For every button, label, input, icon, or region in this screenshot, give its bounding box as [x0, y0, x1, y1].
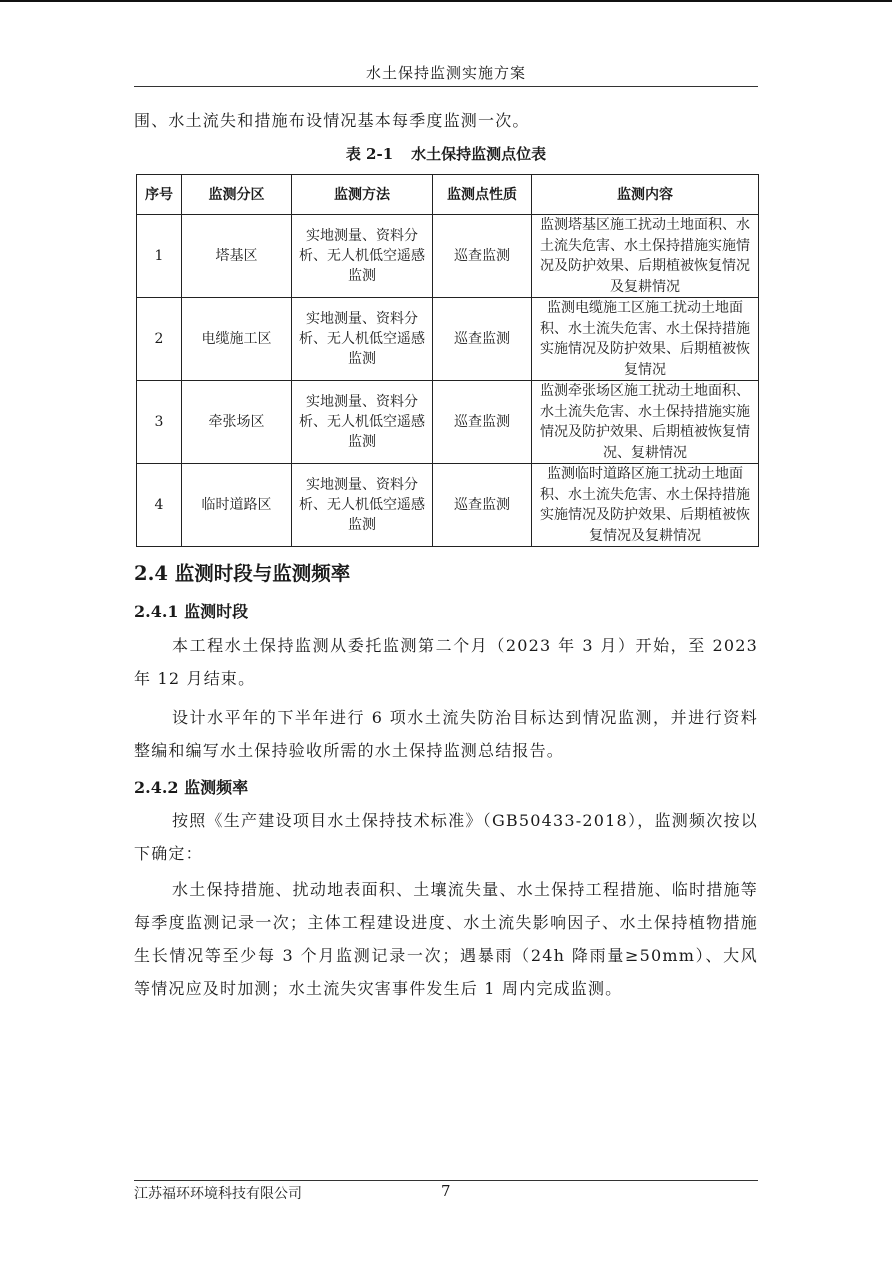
cell-zone: 电缆施工区 [182, 298, 292, 381]
cell-nature: 巡查监测 [433, 215, 532, 298]
cell-content: 监测电缆施工区施工扰动土地面积、水土流失危害、水土保持措施实施情况及防护效果、后期植被恢复情况 [532, 298, 759, 381]
cell-no: 3 [137, 381, 182, 464]
paragraph-period-2: 设计水平年的下半年进行 6 项水土流失防治目标达到情况监测，并进行资料整编和编写水土保持验收所需的水土保持监测总结报告。 [134, 708, 758, 760]
cell-method: 实地测量、资料分析、无人机低空遥感监测 [292, 381, 433, 464]
section-heading-2-4-2: 2.4.2 监测频率 [134, 778, 249, 797]
cell-nature: 巡查监测 [433, 464, 532, 547]
cell-no: 2 [137, 298, 182, 381]
cell-nature: 巡查监测 [433, 298, 532, 381]
table-row [137, 381, 759, 464]
cell-content: 监测塔基区施工扰动土地面积、水土流失危害、水土保持措施实施情况及防护效果、后期植被恢复情况及复耕情况 [532, 215, 759, 298]
section-heading-2-4: 2.4 监测时段与监测频率 [134, 562, 351, 585]
header-rule [134, 86, 758, 87]
footer-company: 江苏福环环境科技有限公司 [134, 1186, 302, 1202]
paragraph-frequency-2: 水土保持措施、扰动地表面积、土壤流失量、水土保持工程措施、临时措施等每季度监测记录一次；主体工程建设进度、水土流失影响因子、水土保持植物措施生长情况等至少每 3 个月监测记录一次；遇暴雨（24h 降雨量≥50mm）、大风等情况应及时加测；水土流失灾害事件发生后 1 周内完成监测。 [134, 880, 758, 998]
table-header-row [137, 175, 759, 215]
cell-zone: 临时道路区 [182, 464, 292, 547]
page-top-border [0, 0, 892, 2]
cell-content: 监测牵张场区施工扰动土地面积、水土流失危害、水土保持措施实施情况及防护效果、后期植被恢复情况、复耕情况 [532, 381, 759, 464]
column-header-nature: 监测点性质 [433, 175, 532, 215]
paragraph-frequency-1: 按照《生产建设项目水土保持技术标准》（GB50433-2018），监测频次按以下确定： [134, 811, 758, 863]
cell-method: 实地测量、资料分析、无人机低空遥感监测 [292, 298, 433, 381]
intro-line: 围、水土流失和措施布设情况基本每季度监测一次。 [134, 111, 530, 130]
cell-method: 实地测量、资料分析、无人机低空遥感监测 [292, 464, 433, 547]
cell-zone: 塔基区 [182, 215, 292, 298]
column-header-no: 序号 [137, 175, 182, 215]
table-caption-number: 表 2-1 [345, 145, 394, 163]
column-header-content: 监测内容 [532, 175, 759, 215]
running-header: 水土保持监测实施方案 [365, 64, 526, 82]
table-row [137, 215, 759, 298]
cell-method: 实地测量、资料分析、无人机低空遥感监测 [292, 215, 433, 298]
table-row [137, 298, 759, 381]
monitoring-points-table [136, 174, 759, 547]
page-number: 7 [441, 1182, 451, 1200]
column-header-zone: 监测分区 [182, 175, 292, 215]
column-header-method: 监测方法 [292, 175, 433, 215]
cell-nature: 巡查监测 [433, 381, 532, 464]
footer-rule [134, 1180, 758, 1181]
cell-no: 1 [137, 215, 182, 298]
section-heading-2-4-1: 2.4.1 监测时段 [134, 602, 249, 621]
table-row [137, 464, 759, 547]
paragraph-period-1: 本工程水土保持监测从委托监测第二个月（2023 年 3 月）开始，至 2023 年 12 月结束。 [134, 636, 758, 688]
table-caption-title: 水土保持监测点位表 [411, 145, 547, 163]
cell-content: 监测临时道路区施工扰动土地面积、水土流失危害、水土保持措施实施情况及防护效果、后期植被恢复情况及复耕情况 [532, 464, 759, 547]
cell-no: 4 [137, 464, 182, 547]
cell-zone: 牵张场区 [182, 381, 292, 464]
table-caption [134, 143, 758, 164]
